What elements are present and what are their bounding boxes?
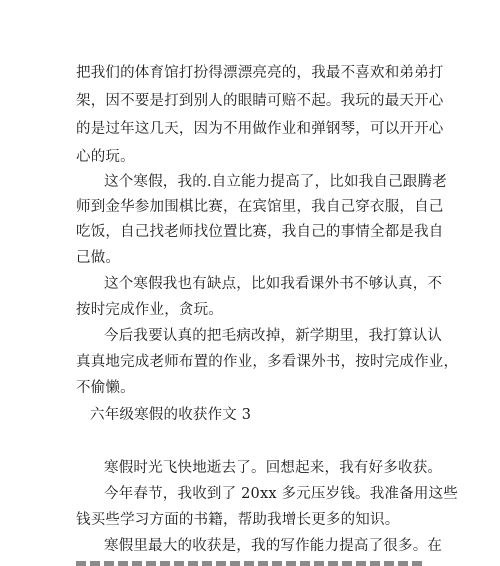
text-line: 架，因不要是打到别人的眼睛可赔不起。我玩的最天开心: [76, 93, 444, 109]
text-line: 把我们的体育馆打扮得漂漂亮亮的，我最不喜欢和弟弟打: [76, 65, 444, 81]
text-line: 这个寒假我也有缺点，比如我看课外书不够认真，不: [104, 276, 443, 292]
section-heading: 六年级寒假的收获作文 3: [90, 407, 252, 423]
text-line: 的是过年这几天，因为不用做作业和弹钢琴，可以开开心: [76, 121, 444, 137]
cut-off-text-line: [76, 558, 426, 566]
text-line: 己做。: [76, 250, 121, 266]
text-line: 不偷懒。: [76, 380, 135, 396]
cut-off-text-fragment: [76, 561, 426, 566]
text-line: 心的玩。: [76, 149, 135, 165]
text-line: 真真地完成老师布置的作业，多看课外书，按时完成作业，: [76, 354, 459, 370]
text-line: 这个寒假，我的.自立能力提高了，比如我自己跟腾老: [104, 174, 447, 190]
text-line: 按时完成作业，贪玩。: [76, 302, 223, 318]
text-line: 师到金华参加围棋比赛，在宾馆里，我自己穿衣服，自己: [76, 199, 444, 215]
text-line: 吃饭，自己找老师找位置比赛，我自己的事情全都是我自: [76, 224, 444, 240]
text-line: 钱买些学习方面的书籍，帮助我增长更多的知识。: [76, 512, 400, 528]
text-line: 今后我要认真的把毛病改掉，新学期里，我打算认认: [104, 328, 443, 344]
text-line: 寒假时光飞快地逝去了。回想起来，我有好多收获。: [104, 460, 443, 476]
text-line: 寒假里最大的收获是，我的写作能力提高了很多。在: [104, 538, 443, 554]
text-line: 今年春节，我收到了 20xx 多元压岁钱。我准备用这些: [104, 486, 458, 502]
